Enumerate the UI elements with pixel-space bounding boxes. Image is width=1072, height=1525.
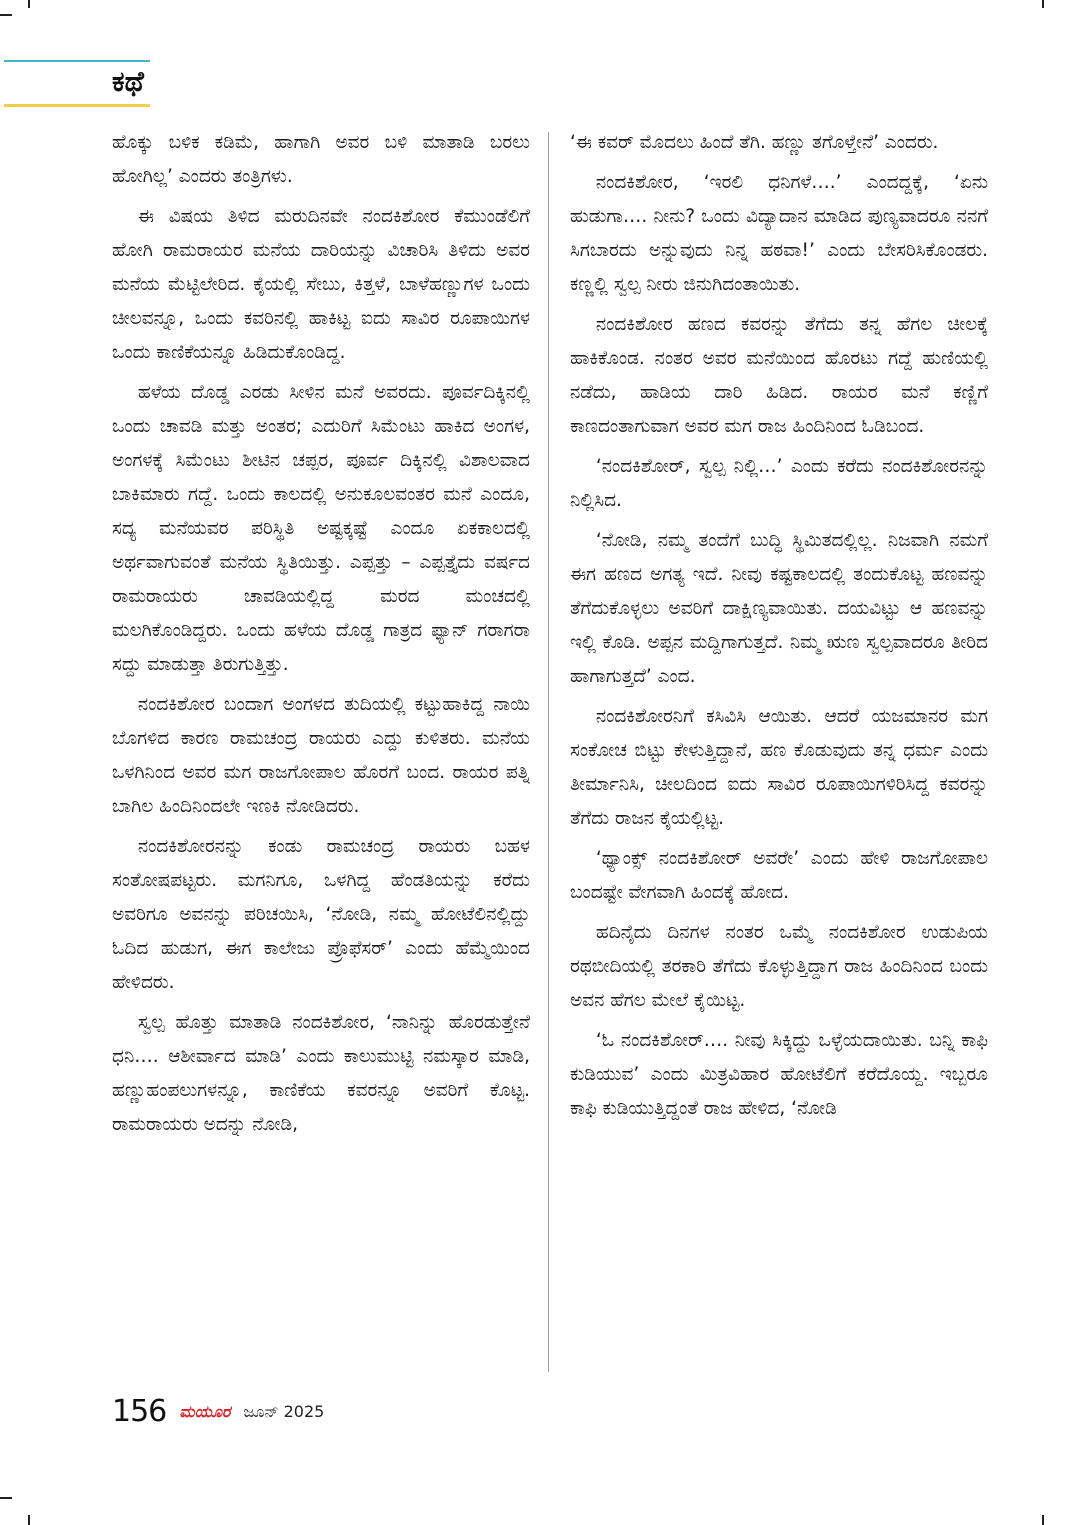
crop-mark-bottom-right-vertical <box>1042 1515 1044 1525</box>
crop-mark-bottom-left-vertical <box>28 1515 30 1525</box>
paragraph: ನಂದಕಿಶೋರನನ್ನು ಕಂಡು ರಾಮಚಂದ್ರ ರಾಯರು ಬಹಳ ಸಂತೋಷಪಟ್ಟರು. ಮಗನಿಗೂ, ಒಳಗಿದ್ದ ಹೆಂಡತಿಯನ್ನು ಕರೆದು ಅವರಿಗೂ ಅವನನ್ನು ಪರಿಚಯಿಸಿ, ‘ನೋಡಿ, ನಮ್ಮ ಹೋಟೆಲಿನಲ್ಲಿದ್ದು ಓದಿದ ಹುಡುಗ, ಈಗ ಕಾಲೇಜು ಪ್ರೊಫೆಸರ್’ ಎಂದು ಹೆಮ್ಮೆಯಿಂದ ಹೇಳಿದರು. <box>112 836 530 993</box>
paragraph: ‘ಈ ಕವರ್ ಮೊದಲು ಹಿಂದೆ ತೆಗಿ. ಹಣ್ಣು ತಗೊಳ್ತೇನೆ’ ಎಂದರು. <box>570 132 939 153</box>
crop-mark-top-right-vertical <box>1042 0 1044 8</box>
paragraph: ‘ಓ ನಂದಕಿಶೋರ್…. ನೀವು ಸಿಕ್ಕಿದ್ದು ಒಳ್ಳೆಯದಾಯಿತು. ಬನ್ನಿ ಕಾಫಿ ಕುಡಿಯುವ’ ಎಂದು ಮಿತ್ರವಿಹಾರ ಹೋಟೆಲಿಗೆ ಕರೆದೊಯ್ದ. ಇಬ್ಬರೂ ಕಾಫಿ ಕುಡಿಯುತ್ತಿದ್ದಂತೆ ರಾಜ ಹೇಳಿದ, ‘ನೋಡಿ <box>570 1030 988 1119</box>
paragraph: ಹಳೆಯ ದೊಡ್ಡ ಎರಡು ಸೀಳಿನ ಮನೆ ಅವರದು. ಪೂರ್ವದಿಕ್ಕಿನಲ್ಲಿ ಒಂದು ಚಾವಡಿ ಮತ್ತು ಅಂತರ; ಎದುರಿಗೆ ಸಿಮೆಂಟು ಹಾಕಿದ ಅಂಗಳ, ಅಂಗಳಕ್ಕೆ ಸಿಮೆಂಟು ಶೀಟಿನ ಚಪ್ಪರ, ಪೂರ್ವ ದಿಕ್ಕಿನಲ್ಲಿ ವಿಶಾಲವಾದ ಬಾಕಿಮಾರು ಗದ್ದೆ. ಒಂದು ಕಾಲದಲ್ಲಿ ಅನುಕೂಲವಂತರ ಮನೆ ಎಂದೂ, ಸದ್ಯ ಮನೆಯವರ ಪರಿಸ್ಥಿತಿ ಅಷ್ಟಕ್ಕಷ್ಟೆ ಎಂದೂ ಏಕಕಾಲದಲ್ಲಿ ಅರ್ಥವಾಗುವಂತೆ ಮನೆಯ ಸ್ಥಿತಿಯಿತ್ತು. ಎಪ್ಪತ್ತು – ಎಪ್ಪತ್ತೈದು ವರ್ಷದ ರಾಮರಾಯರು ಚಾವಡಿಯಲ್ಲಿದ್ದ ಮರದ ಮಂಚದಲ್ಲಿ ಮಲಗಿಕೊಂಡಿದ್ದರು. ಒಂದು ಹಳೆಯ ದೊಡ್ಡ ಗಾತ್ರದ ಫ್ಯಾನ್ ಗರಾಗರಾ ಸದ್ದು ಮಾಡುತ್ತಾ ತಿರುಗುತ್ತಿತ್ತು. <box>112 382 530 675</box>
paragraph: ಈ ವಿಷಯ ತಿಳಿದ ಮರುದಿನವೇ ನಂದಕಿಶೋರ ಕೆಮುಂಡೆಲಿಗೆ ಹೋಗಿ ರಾಮರಾಯರ ಮನೆಯ ದಾರಿಯನ್ನು ವಿಚಾರಿಸಿ ತಿಳಿದು ಅವರ ಮನೆಯ ಮೆಟ್ಟಿಲೇರಿದ. ಕೈಯಲ್ಲಿ ಸೇಬು, ಕಿತ್ತಳೆ, ಬಾಳೆಹಣ್ಣುಗಳ ಒಂದು ಚೀಲವನ್ನೂ, ಒಂದು ಕವರಿನಲ್ಲಿ ಹಾಕಿಟ್ಟ ಐದು ಸಾವಿರ ರೂಪಾಯಿಗಳ ಒಂದು ಕಾಣಿಕೆಯನ್ನೂ ಹಿಡಿದುಕೊಂಡಿದ್ದ. <box>112 206 530 363</box>
page-footer <box>112 1392 324 1432</box>
paragraph: ಸ್ವಲ್ಪ ಹೊತ್ತು ಮಾತಾಡಿ ನಂದಕಿಶೋರ, ‘ನಾನಿನ್ನು ಹೊರಡುತ್ತೇನೆ ಧನಿ…. ಆಶೀರ್ವಾದ ಮಾಡಿ’ ಎಂದು ಕಾಲುಮುಟ್ಟಿ ನಮಸ್ಕಾರ ಮಾಡಿ, ಹಣ್ಣುಹಂಪಲುಗಳನ್ನೂ, ಕಾಣಿಕೆಯ ಕವರನ್ನೂ ಅವರಿಗೆ ಕೊಟ್ಟ. ರಾಮರಾಯರು ಅದನ್ನು ನೋಡಿ, <box>112 1012 530 1135</box>
article-column-right <box>570 126 988 1386</box>
issue-date: ಜೂನ್ 2025 <box>243 1402 325 1421</box>
section-label: ಕಥೆ <box>112 65 144 98</box>
crop-mark-top-left <box>0 14 12 16</box>
paragraph: ‘ನೋಡಿ, ನಮ್ಮ ತಂದೆಗೆ ಬುದ್ಧಿ ಸ್ಥಿಮಿತದಲ್ಲಿಲ್ಲ. ನಿಜವಾಗಿ ನಮಗೆ ಈಗ ಹಣದ ಅಗತ್ಯ ಇದೆ. ನೀವು ಕಷ್ಟಕಾಲದಲ್ಲಿ ತಂದುಕೊಟ್ಟ ಹಣವನ್ನು ತೆಗೆದುಕೊಳ್ಳಲು ಅವರಿಗೆ ದಾಕ್ಷಿಣ್ಯವಾಯಿತು. ದಯವಿಟ್ಟು ಆ ಹಣವನ್ನು ಇಲ್ಲಿ ಕೊಡಿ. ಅಪ್ಪನ ಮದ್ದಿಗಾಗುತ್ತದೆ. ನಿಮ್ಮ ಋಣ ಸ್ವಲ್ಪವಾದರೂ ತೀರಿದ ಹಾಗಾಗುತ್ತದೆ’ ಎಂದ. <box>570 530 988 687</box>
paragraph: ನಂದಕಿಶೋರ, ‘ಇರಲಿ ಧನಿಗಳೆ….’ ಎಂದದ್ದಕ್ಕೆ, ‘ಏನು ಹುಡುಗಾ…. ನೀನು? ಒಂದು ವಿದ್ಯಾದಾನ ಮಾಡಿದ ಪುಣ್ಯವಾದರೂ ನನಗೆ ಸಿಗಬಾರದು ಅನ್ನುವುದು ನಿನ್ನ ಹಠವಾ!’ ಎಂದು ಬೇಸರಿಸಿಕೊಂಡರು. ಕಣ್ಣಲ್ಲಿ ಸ್ವಲ್ಪ ನೀರು ಜಿನುಗಿದಂತಾಯಿತು. <box>570 172 988 295</box>
crop-mark-bottom-left <box>0 1497 12 1499</box>
magazine-logo: ಮಯೂರ <box>179 1402 231 1421</box>
paragraph: ಹದಿನೈದು ದಿನಗಳ ನಂತರ ಒಮ್ಮೆ ನಂದಕಿಶೋರ ಉಡುಪಿಯ ರಥಬೀದಿಯಲ್ಲಿ ತರಕಾರಿ ತೆಗೆದು ಕೊಳ್ಳುತ್ತಿದ್ದಾಗ ರಾಜ ಹಿಂದಿನಿಂದ ಬಂದು ಅವನ ಹೆಗಲ ಮೇಲೆ ಕೈಯಿಟ್ಟ. <box>570 922 988 1011</box>
article-column-left <box>112 126 530 1386</box>
paragraph: ನಂದಕಿಶೋರ ಬಂದಾಗ ಅಂಗಳದ ತುದಿಯಲ್ಲಿ ಕಟ್ಟುಹಾಕಿದ್ದ ನಾಯಿ ಬೊಗಳಿದ ಕಾರಣ ರಾಮಚಂದ್ರ ರಾಯರು ಎದ್ದು ಕುಳಿತರು. ಮನೆಯ ಒಳಗಿನಿಂದ ಅವರ ಮಗ ರಾಜಗೋಪಾಲ ಹೊರಗೆ ಬಂದ. ರಾಯರ ಪತ್ನಿ ಬಾಗಿಲ ಹಿಂದಿನಿಂದಲೇ ಇಣಕಿ ನೋಡಿದರು. <box>112 694 530 817</box>
crop-mark-top-left-vertical <box>28 0 30 8</box>
paragraph: ‘ನಂದಕಿಶೋರ್, ಸ್ವಲ್ಪ ನಿಲ್ಲಿ…’ ಎಂದು ಕರೆದು ನಂದಕಿಶೋರನನ್ನು ನಿಲ್ಲಿಸಿದ. <box>570 456 988 511</box>
paragraph: ನಂದಕಿಶೋರನಿಗೆ ಕಸಿವಿಸಿ ಆಯಿತು. ಆದರೆ ಯಜಮಾನರ ಮಗ ಸಂಕೋಚ ಬಿಟ್ಟು ಕೇಳುತ್ತಿದ್ದಾನೆ, ಹಣ ಕೊಡುವುದು ತನ್ನ ಧರ್ಮ ಎಂದು ತೀರ್ಮಾನಿಸಿ, ಚೀಲದಿಂದ ಐದು ಸಾವಿರ ರೂಪಾಯಿಗಳಿರಿಸಿದ್ದ ಕವರನ್ನು ತೆಗೆದು ರಾಜನ ಕೈಯಲ್ಲಿಟ್ಟ. <box>570 706 988 829</box>
column-divider <box>548 132 549 1372</box>
paragraph: ಹೊಕ್ಕು ಬಳಿಕ ಕಡಿಮೆ, ಹಾಗಾಗಿ ಅವರ ಬಳಿ ಮಾತಾಡಿ ಬರಲು ಹೋಗಿಲ್ಲ’ ಎಂದರು ತಂತ್ರಿಗಳು. <box>112 132 530 187</box>
header-accent-line-yellow <box>4 104 150 107</box>
paragraph: ನಂದಕಿಶೋರ ಹಣದ ಕವರನ್ನು ತೆಗೆದು ತನ್ನ ಹೆಗಲ ಚೀಲಕ್ಕೆ ಹಾಕಿಕೊಂಡ. ನಂತರ ಅವರ ಮನೆಯಿಂದ ಹೊರಟು ಗದ್ದೆ ಹುಣಿಯಲ್ಲಿ ನಡೆದು, ಹಾಡಿಯ ದಾರಿ ಹಿಡಿದ. ರಾಯರ ಮನೆ ಕಣ್ಣಿಗೆ ಕಾಣದಂತಾಗುವಾಗ ಅವರ ಮಗ ರಾಜ ಹಿಂದಿನಿಂದ ಓಡಿಬಂದ. <box>570 314 988 437</box>
page-number: 156 <box>112 1394 167 1429</box>
paragraph: ‘ಥ್ಯಾಂಕ್ಸ್ ನಂದಕಿಶೋರ್ ಅವರೇ’ ಎಂದು ಹೇಳಿ ರಾಜಗೋಪಾಲ ಬಂದಷ್ಟೇ ವೇಗವಾಗಿ ಹಿಂದಕ್ಕೆ ಹೋದ. <box>570 848 988 903</box>
